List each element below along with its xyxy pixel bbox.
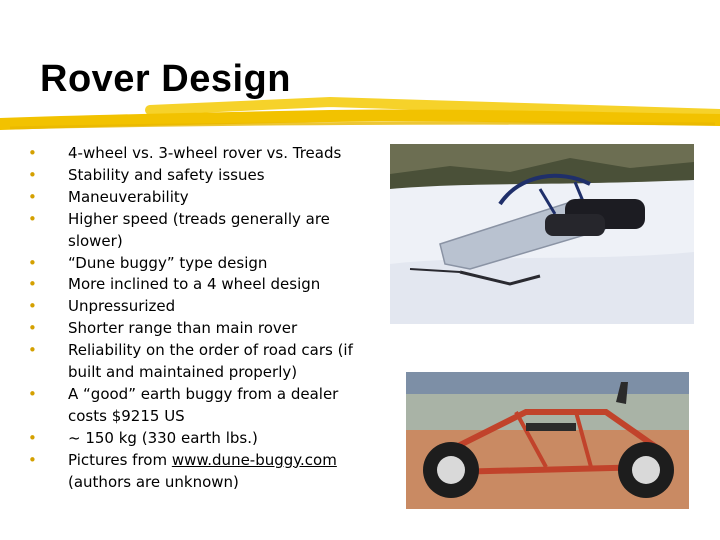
bullet-dot-icon: • [28, 428, 37, 447]
bullet-dot-icon: • [28, 165, 37, 184]
bullet-item [28, 384, 358, 428]
bullet-text: Pictures from [68, 450, 172, 469]
bullet-text: Stability and safety issues [68, 165, 265, 184]
bullet-dot-icon: • [28, 297, 37, 316]
bullet-list [28, 143, 358, 494]
source-link[interactable]: www.dune-buggy.com [171, 450, 337, 469]
bullet-text: Shorter range than main rover [68, 319, 298, 338]
bullet-item [28, 143, 358, 165]
bullet-item [28, 187, 358, 209]
bullet-text: Higher speed (treads generally are slower) [68, 209, 330, 250]
bullet-dot-icon: • [28, 384, 37, 403]
bullet-dot-icon: • [28, 319, 37, 338]
bullet-text: Maneuverability [68, 187, 189, 206]
bullet-text: ~ 150 kg (330 earth lbs.) [68, 428, 258, 447]
bullet-item [28, 274, 358, 296]
bullet-item [28, 428, 358, 450]
dune-buggy-photo [406, 372, 689, 509]
bullet-text: More inclined to a 4 wheel design [68, 275, 321, 294]
bullet-dot-icon: • [28, 209, 37, 228]
bullet-dot-icon: • [28, 341, 37, 360]
bullet-item [28, 253, 358, 275]
snow-rover-illustration [390, 144, 694, 324]
bullet-text: A “good” earth buggy from a dealer costs $9215 US [68, 384, 339, 425]
slide-title: Rover Design [40, 58, 291, 100]
bullet-dot-icon: • [28, 144, 37, 162]
bullet-dot-icon: • [28, 450, 37, 469]
bullet-item [28, 450, 358, 494]
bullet-dot-icon: • [28, 275, 37, 294]
bullet-item [28, 209, 358, 253]
bullet-text: “Dune buggy” type design [68, 253, 268, 272]
dune-buggy-illustration [406, 372, 689, 509]
title-underline-stroke [0, 96, 720, 136]
bullet-text-suffix: (authors are unknown) [68, 472, 239, 491]
bullet-item [28, 165, 358, 187]
bullet-text: Unpressurized [68, 297, 176, 316]
bullet-dot-icon: • [28, 253, 37, 272]
bullet-item [28, 318, 358, 340]
bullet-text: 4-wheel vs. 3-wheel rover vs. Treads [68, 144, 342, 162]
snow-rover-photo [390, 144, 694, 324]
bullet-text: Reliability on the order of road cars (if built and maintained properly) [68, 341, 353, 382]
bullet-item [28, 340, 358, 384]
bullet-dot-icon: • [28, 187, 37, 206]
bullet-item [28, 296, 358, 318]
